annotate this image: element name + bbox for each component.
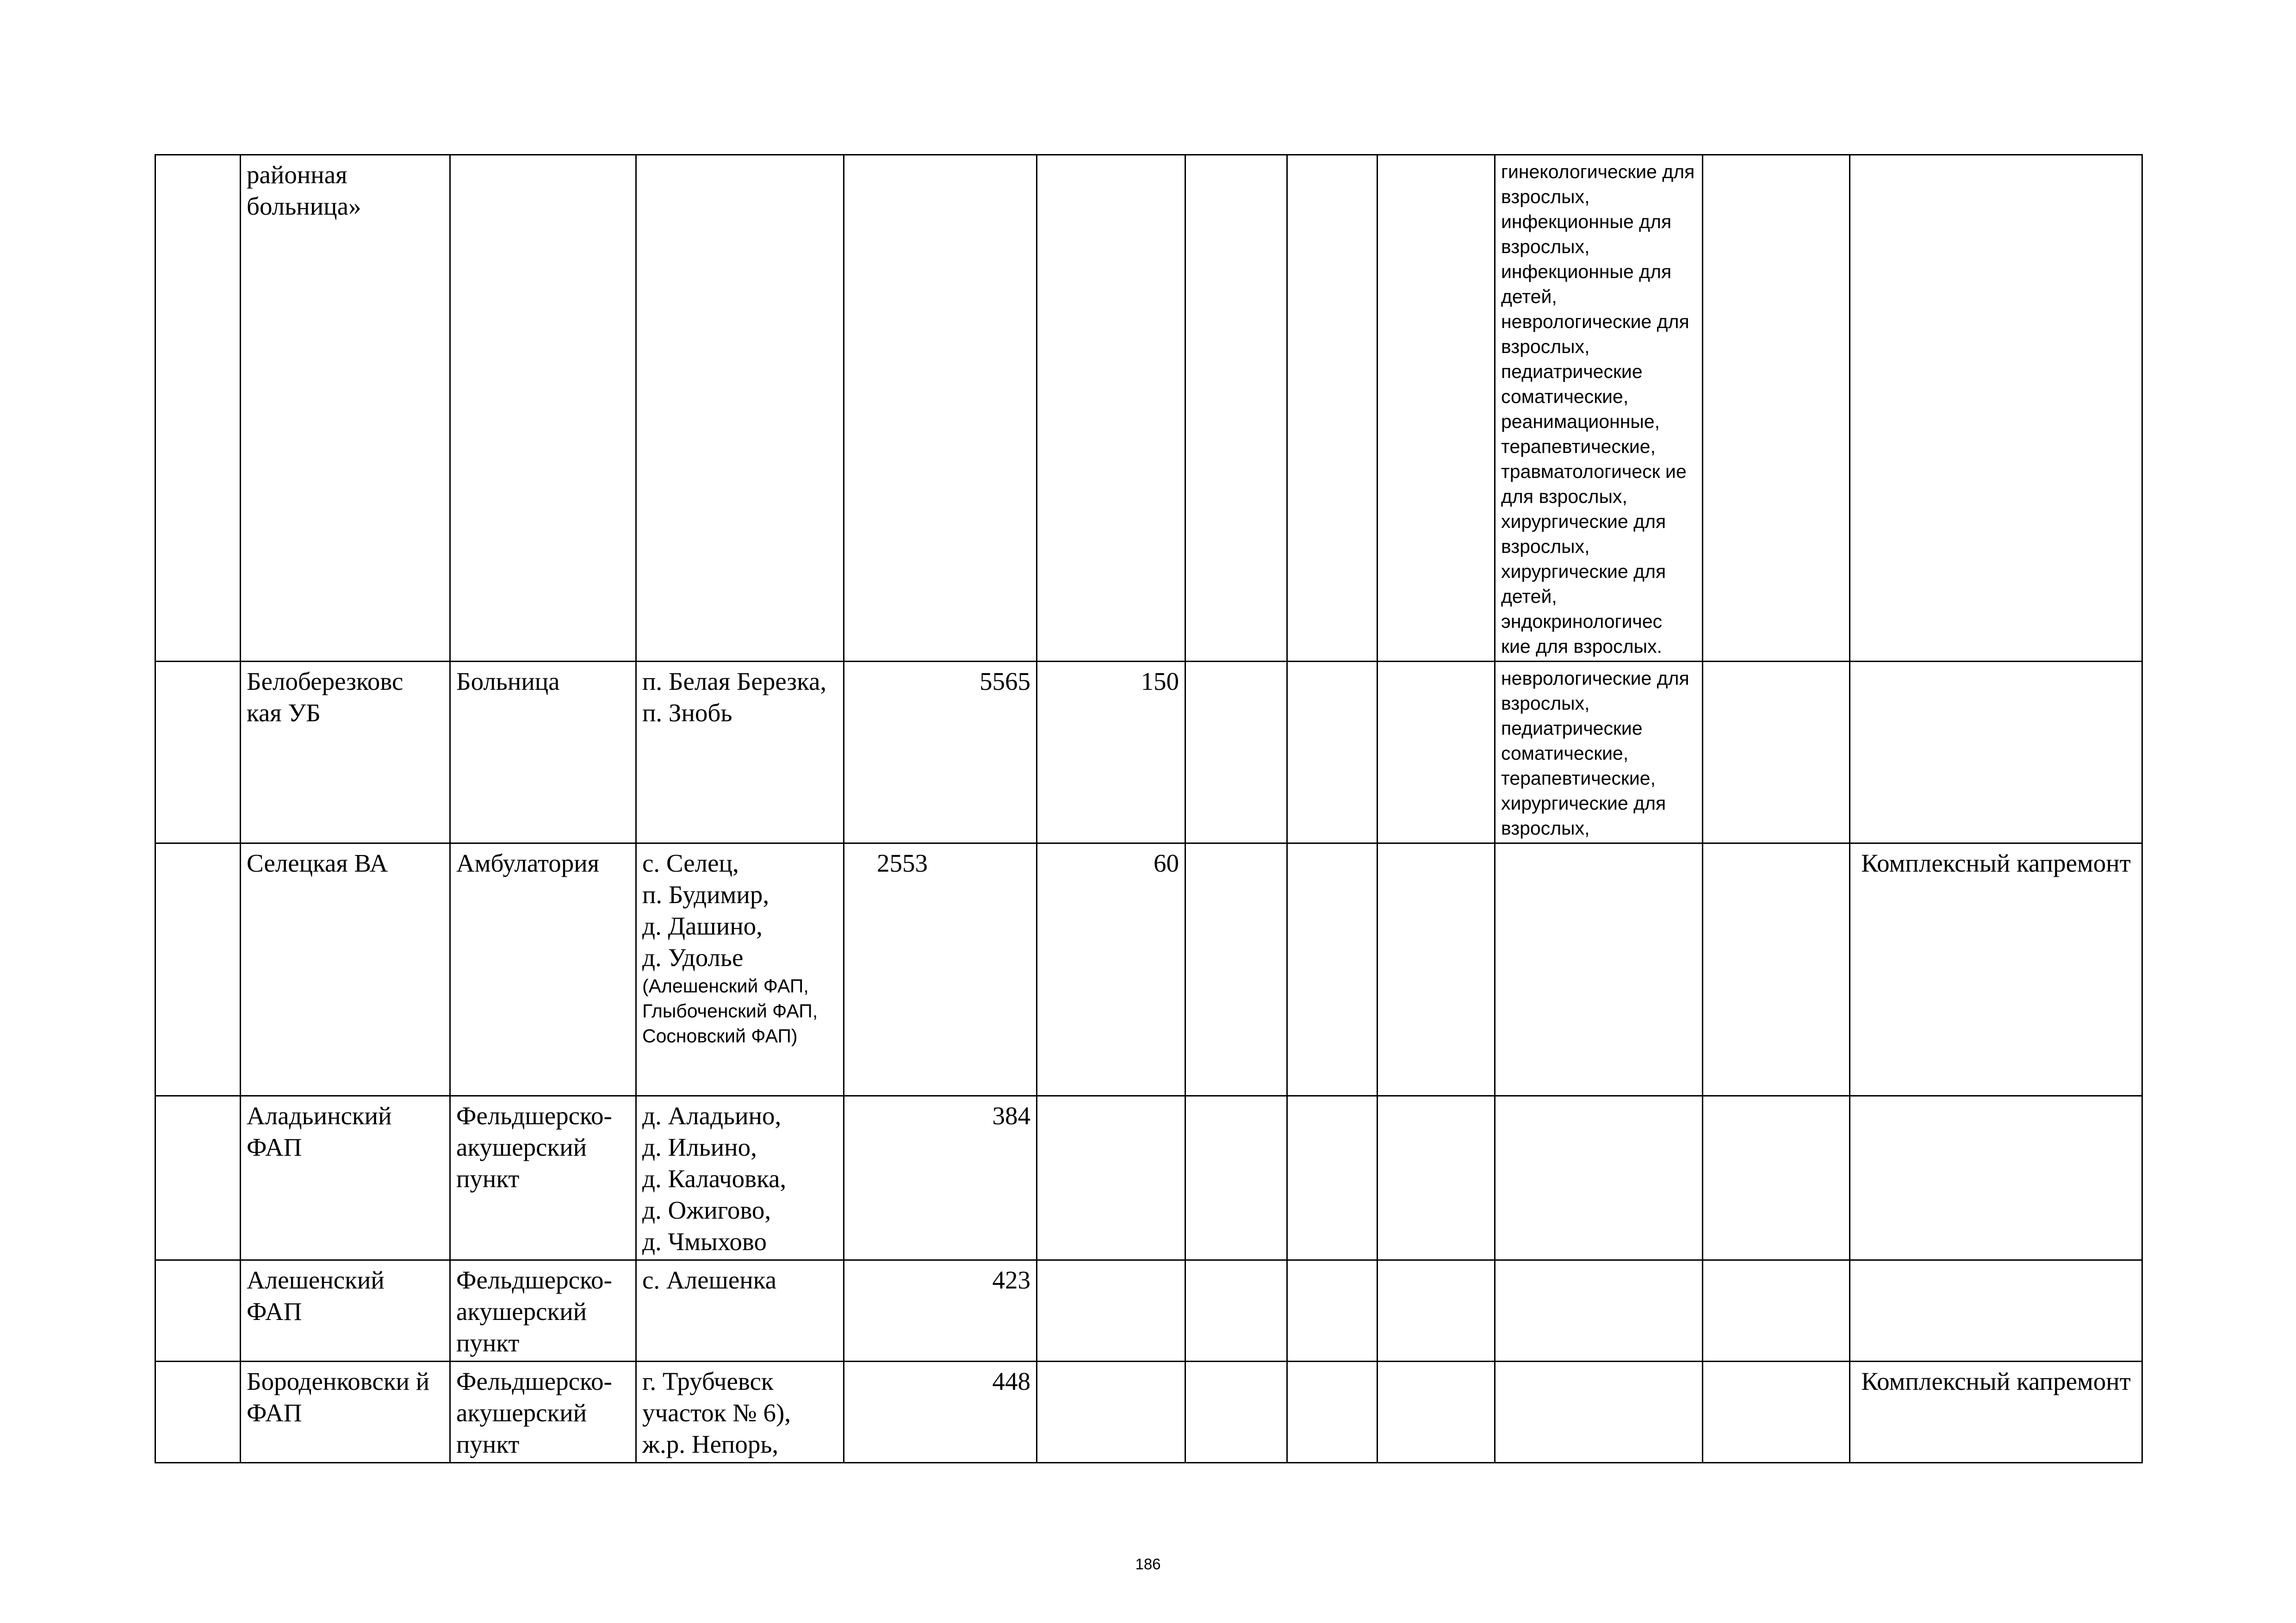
visits-cell	[1037, 1260, 1185, 1362]
note-cell	[1850, 662, 2142, 843]
bed-profiles-cell	[1495, 843, 1703, 1096]
facility-name-cell: Селецкая ВА	[241, 843, 450, 1096]
facility-name-cell: Аладьинский ФАП	[241, 1096, 450, 1260]
address-cell	[636, 155, 844, 662]
empty-cell	[1185, 843, 1287, 1096]
address-cell	[636, 1362, 844, 1463]
facility-type-cell: Фельдшерско-акушерский пункт	[450, 1096, 636, 1260]
address-text: с. Селец, п. Будимир, д. Дашино, д. Удолье	[642, 849, 769, 972]
table-row	[155, 1260, 2142, 1362]
empty-cell	[1287, 1260, 1378, 1362]
empty-cell	[1185, 662, 1287, 843]
row-number-cell	[155, 1260, 241, 1362]
bed-profiles-cell	[1495, 1362, 1703, 1463]
bed-profiles-text: гинекологические для взрослых, инфекционные для взрослых, инфекционные для детей, неврологические для взрослых, педиатрические соматические, реанимационные, терапевтические, травматологическ ие для взрослых, хирургические для взрослых, хирургические для детей, эндокринологичес кие для взрослых.	[1501, 161, 1695, 657]
population-cell: 448	[844, 1362, 1037, 1463]
address-cell	[636, 1260, 844, 1362]
table-row	[155, 843, 2142, 1096]
address-note: (Алешенский ФАП, Глыбоченский ФАП, Сосновский ФАП)	[642, 975, 818, 1047]
address-text: п. Белая Березка, п. Знобь	[642, 667, 827, 727]
population-cell: 2553	[844, 843, 1037, 1096]
facility-name-cell: Бороденковски й ФАП	[241, 1362, 450, 1463]
empty-cell	[1378, 843, 1495, 1096]
table-row	[155, 155, 2142, 662]
row-number-cell	[155, 1096, 241, 1260]
bed-profiles-cell	[1495, 1260, 1703, 1362]
empty-cell	[1703, 155, 1850, 662]
row-number-cell	[155, 1362, 241, 1463]
note-cell	[1850, 1260, 2142, 1362]
facility-type-cell: Амбулатория	[450, 843, 636, 1096]
facility-type-cell: Больница	[450, 662, 636, 843]
population-cell: 384	[844, 1096, 1037, 1260]
facility-name-cell: Белоберезковс кая УБ	[241, 662, 450, 843]
address-text: г. Трубчевск участок № 6), ж.р. Непорь,	[642, 1367, 791, 1458]
empty-cell	[1287, 155, 1378, 662]
empty-cell	[1378, 1362, 1495, 1463]
visits-cell: 150	[1037, 662, 1185, 843]
table-row	[155, 1096, 2142, 1260]
address-cell	[636, 1096, 844, 1260]
empty-cell	[1703, 843, 1850, 1096]
facility-type-cell: Фельдшерско-акушерский пункт	[450, 1362, 636, 1463]
address-text: д. Аладьино, д. Ильино, д. Калачовка, д. Ожигово, д. Чмыхово	[642, 1102, 787, 1256]
visits-cell	[1037, 155, 1185, 662]
visits-cell: 60	[1037, 843, 1185, 1096]
empty-cell	[1378, 662, 1495, 843]
row-number-cell	[155, 662, 241, 843]
empty-cell	[1703, 1362, 1850, 1463]
population-cell: 423	[844, 1260, 1037, 1362]
empty-cell	[1185, 155, 1287, 662]
note-cell	[1850, 155, 2142, 662]
table-row	[155, 662, 2142, 843]
bed-profiles-cell	[1495, 662, 1703, 843]
page-number: 186	[1135, 1555, 1161, 1573]
facility-name-cell: Алешенский ФАП	[241, 1260, 450, 1362]
note-cell	[1850, 1096, 2142, 1260]
address-text: с. Алешенка	[642, 1266, 776, 1294]
empty-cell	[1287, 662, 1378, 843]
visits-cell	[1037, 1362, 1185, 1463]
empty-cell	[1185, 1260, 1287, 1362]
note-cell: Комплексный капремонт	[1850, 843, 2142, 1096]
population-cell: 5565	[844, 662, 1037, 843]
empty-cell	[1378, 1096, 1495, 1260]
row-number-cell	[155, 843, 241, 1096]
address-cell	[636, 662, 844, 843]
facilities-table	[155, 154, 2143, 1463]
facility-type-cell: Фельдшерско-акушерский пункт	[450, 1260, 636, 1362]
empty-cell	[1378, 1260, 1495, 1362]
facility-name-cell: районная больница»	[241, 155, 450, 662]
facility-type-cell	[450, 155, 636, 662]
table-row	[155, 1362, 2142, 1463]
empty-cell	[1287, 843, 1378, 1096]
empty-cell	[1185, 1362, 1287, 1463]
empty-cell	[1378, 155, 1495, 662]
empty-cell	[1703, 662, 1850, 843]
population-cell	[844, 155, 1037, 662]
empty-cell	[1287, 1362, 1378, 1463]
address-cell	[636, 843, 844, 1096]
empty-cell	[1185, 1096, 1287, 1260]
row-number-cell	[155, 155, 241, 662]
visits-cell	[1037, 1096, 1185, 1260]
bed-profiles-text: неврологические для взрослых, педиатрические соматические, терапевтические, хирургические для взрослых,	[1501, 668, 1689, 839]
empty-cell	[1703, 1260, 1850, 1362]
empty-cell	[1287, 1096, 1378, 1260]
empty-cell	[1703, 1096, 1850, 1260]
note-cell: Комплексный капремонт	[1850, 1362, 2142, 1463]
bed-profiles-cell	[1495, 1096, 1703, 1260]
bed-profiles-cell	[1495, 155, 1703, 662]
